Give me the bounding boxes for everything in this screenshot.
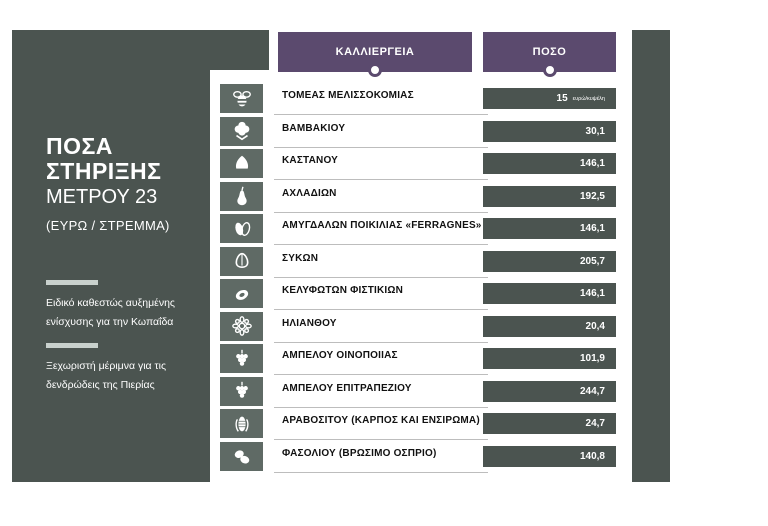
crop-name: ΑΜΠΕΛΟΥ ΟΙΝΟΠΟΙΙΑΣ [282, 350, 398, 361]
amount-value: 140,8 [579, 450, 605, 462]
crop-name: ΣΥΚΩΝ [282, 252, 319, 264]
crop-name: ΑΡΑΒΟΣΙΤΟΥ (ΚΑΡΠΟΣ ΚΑΙ ΕΝΣΙΡΩΜΑ) [282, 415, 480, 426]
chestnut-icon [220, 149, 263, 178]
table-row [220, 82, 616, 115]
headline-line1: ΠΟΣΑ [46, 133, 113, 159]
headline-line3: ΜΕΤΡΟΥ 23 [46, 186, 158, 208]
column-header-amount: ΠΟΣΟ [483, 32, 616, 72]
crop-name: ΑΜΠΕΛΟΥ ΕΠΙΤΡΑΠΕΖΙΟΥ [282, 382, 412, 394]
support-amount [483, 381, 616, 402]
headline [46, 134, 170, 236]
right-strip [632, 30, 670, 482]
amount-value: 146,1 [579, 223, 605, 234]
headline-line4: (ΕΥΡΩ / ΣΤΡΕΜΜΑ) [46, 218, 170, 233]
amount-value: 15 [556, 93, 568, 104]
support-amount [483, 186, 616, 207]
crop-name: ΑΧΛΑΔΙΩΝ [282, 187, 337, 199]
amount-unit: ευρώ/κυψέλη [572, 95, 605, 102]
amount-value: 192,5 [579, 190, 605, 202]
crop-name: ΗΛΙΑΝΘΟΥ [282, 317, 337, 329]
crop-name: ΒΑΜΒΑΚΙΟΥ [282, 122, 346, 134]
pear-icon [220, 182, 263, 211]
note-divider-1 [46, 280, 98, 285]
amount-value: 244,7 [579, 385, 605, 397]
support-amount [483, 283, 616, 304]
support-amount [483, 218, 616, 239]
support-amount [483, 121, 616, 142]
cotton-icon [220, 117, 263, 146]
bee-icon [220, 84, 263, 113]
table-row [220, 310, 616, 343]
pin-icon [368, 63, 382, 77]
grape-icon [220, 377, 263, 406]
support-amount [483, 153, 616, 174]
note-kopaida: Ειδικό καθεστώς αυξημένης ενίσχυσης για την Κωπαΐδα [46, 297, 175, 328]
support-amount [483, 446, 616, 467]
table-row [220, 440, 616, 473]
amount-value: 146,1 [579, 288, 605, 299]
amount-value: 20,4 [585, 320, 605, 332]
bean-icon [220, 442, 263, 471]
sunflower-icon [220, 312, 263, 341]
crop-name: ΦΑΣΟΛΙΟΥ (ΒΡΩΣΙΜΟ ΟΣΠΡΙΟ) [282, 447, 437, 459]
table-row [220, 277, 616, 310]
table-row [220, 180, 616, 213]
almond-icon [220, 214, 263, 243]
support-amount [483, 88, 616, 109]
pistachio-icon [220, 279, 263, 308]
table-row [220, 245, 616, 278]
note-pieria: Ξεχωριστή μέριμνα για τις δενδρώδεις της Πιερίας [46, 360, 167, 391]
note-divider-2 [46, 343, 98, 348]
table-row [220, 212, 616, 245]
support-amount [483, 251, 616, 272]
amount-value: 205,7 [579, 255, 605, 267]
table-row [220, 342, 616, 375]
table-row [220, 375, 616, 408]
pin-icon [543, 63, 557, 77]
crop-name: ΚΑΣΤΑΝΟΥ [282, 155, 339, 166]
row-divider [274, 472, 488, 473]
fig-icon [220, 247, 263, 276]
grape-icon [220, 344, 263, 373]
amount-value: 24,7 [585, 418, 605, 429]
amount-value: 146,1 [579, 158, 605, 169]
crop-name: ΤΟΜΕΑΣ ΜΕΛΙΣΣΟΚΟΜΙΑΣ [282, 90, 414, 101]
table-row [220, 115, 616, 148]
corn-icon [220, 409, 263, 438]
support-amount [483, 348, 616, 369]
column-header-crop: ΚΑΛΛΙΕΡΓΕΙΑ [278, 32, 472, 72]
table-row [220, 407, 616, 440]
headline-line2: ΣΤΗΡΙΞΗΣ [46, 158, 162, 184]
crop-name: ΚΕΛΥΦΩΤΩΝ ΦΙΣΤΙΚΙΩΝ [282, 285, 404, 296]
amount-value: 30,1 [585, 125, 605, 137]
support-amount [483, 316, 616, 337]
crop-name: ΑΜΥΓΔΑΛΩΝ ΠΟΙΚΙΛΙΑΣ «FERRAGNES» [282, 220, 482, 231]
table-row [220, 147, 616, 180]
amount-value: 101,9 [579, 353, 605, 364]
support-amount [483, 413, 616, 434]
